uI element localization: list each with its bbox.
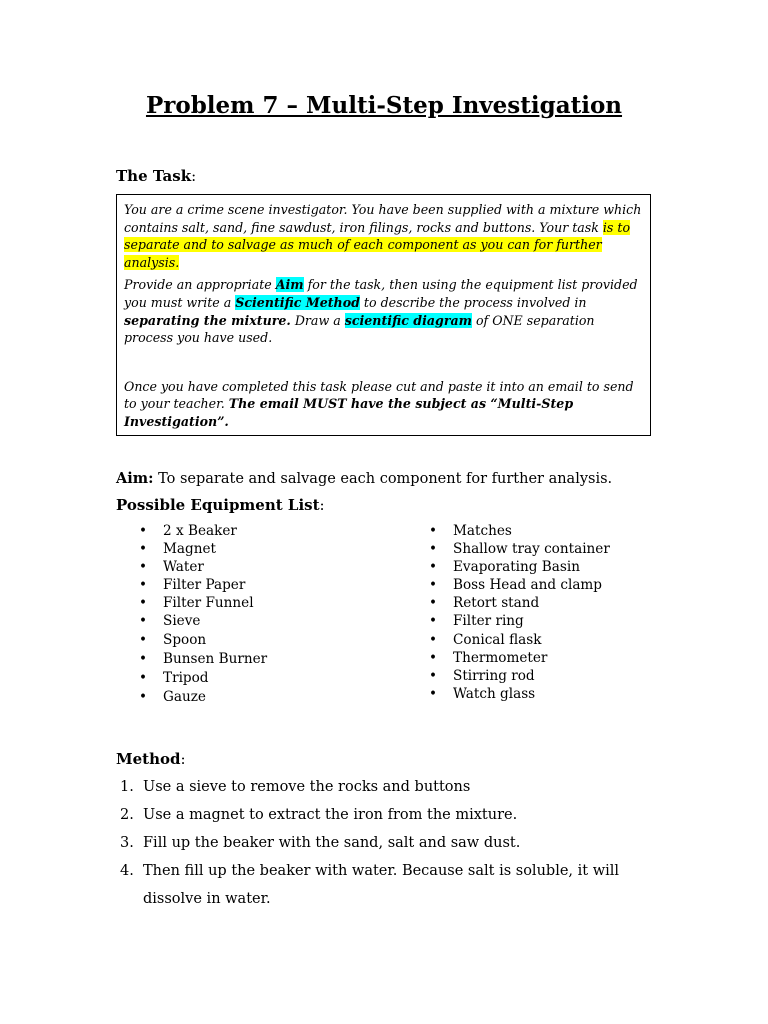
equipment-item: Boss Head and clamp [453, 577, 603, 594]
step-text: Use a sieve to remove the rocks and buttons [143, 779, 471, 795]
equipment-item: Conical flask [453, 631, 542, 648]
equipment-item: Matches [453, 523, 512, 539]
bullet: • [139, 577, 148, 594]
equipment-item: Water [163, 559, 204, 576]
list-item [139, 558, 267, 576]
list-item [139, 669, 267, 688]
equipment-item: Thermometer [453, 649, 548, 666]
task-paragraph-3 [124, 378, 642, 431]
equipment-item: Evaporating Basin [453, 559, 580, 576]
task-p2-e: of ONE separation process you have used. [124, 312, 595, 346]
bullet: • [429, 649, 438, 666]
list-item [139, 594, 267, 612]
equipment-heading-colon: : [319, 496, 325, 514]
list-item [429, 631, 610, 649]
task-p1-highlight: is to separate and to salvage as much of each component as you can for further analysis. [124, 219, 631, 270]
equipment-item: Retort stand [453, 595, 540, 612]
equipment-item: Sieve [163, 613, 201, 630]
bullet: • [139, 631, 148, 648]
equipment-heading [116, 496, 325, 514]
equipment-list-right [429, 522, 610, 703]
method-steps [116, 773, 676, 913]
list-item [139, 650, 267, 669]
list-item [429, 558, 610, 576]
task-heading [116, 167, 196, 185]
list-item [429, 667, 610, 685]
list-item [139, 576, 267, 594]
task-paragraph-1 [124, 201, 642, 271]
method-heading-label: Method [116, 750, 181, 768]
equipment-list-left [139, 522, 267, 707]
step-text: Use a magnet to extract the iron from the mixture. [143, 807, 518, 823]
method-step [116, 829, 676, 857]
aim-line [116, 470, 612, 487]
equipment-heading-label: Possible Equipment List [116, 496, 320, 514]
list-item [429, 594, 610, 612]
bullet: • [139, 650, 148, 667]
step-number: 2. [120, 807, 134, 823]
scientific-diagram-highlight: scientific diagram [344, 312, 472, 328]
equipment-item: Filter Paper [163, 577, 246, 594]
task-p2-c: to describe the process involved in [359, 294, 587, 310]
equipment-item: Spoon [163, 631, 207, 648]
method-heading-colon: : [180, 750, 186, 768]
list-item [139, 612, 267, 630]
task-heading-colon: : [191, 167, 197, 185]
bullet: • [429, 595, 438, 612]
bullet: • [429, 613, 438, 630]
task-p2-d: Draw a [290, 312, 345, 328]
equipment-item: Filter ring [453, 613, 524, 630]
bullet: • [139, 541, 148, 558]
bullet: • [139, 523, 148, 539]
bullet: • [139, 595, 148, 612]
list-item [139, 631, 267, 650]
aim-label: Aim: [116, 470, 154, 487]
step-text: Fill up the beaker with the sand, salt and saw dust. [143, 835, 521, 851]
step-number: 4. [120, 863, 134, 879]
list-item [429, 649, 610, 667]
bullet: • [429, 559, 438, 576]
equipment-item: Watch glass [453, 685, 536, 702]
list-item [429, 522, 610, 540]
list-item [429, 540, 610, 558]
method-step [116, 857, 653, 913]
bullet: • [429, 631, 438, 648]
method-step [116, 801, 676, 829]
step-number: 1. [120, 779, 134, 795]
bullet: • [139, 559, 148, 576]
task-box [116, 194, 651, 436]
equipment-item: 2 x Beaker [163, 523, 237, 539]
scientific-method-highlight: Scientific Method [235, 294, 360, 310]
equipment-item: Magnet [163, 541, 216, 558]
bullet: • [429, 667, 438, 684]
equipment-item: Gauze [163, 688, 206, 705]
equipment-item: Bunsen Burner [163, 650, 268, 667]
bullet: • [139, 688, 148, 705]
task-heading-label: The Task [116, 167, 192, 185]
task-paragraph-2 [124, 276, 642, 346]
bullet: • [429, 577, 438, 594]
bullet: • [139, 669, 148, 686]
equipment-item: Shallow tray container [453, 541, 610, 558]
list-item [139, 540, 267, 558]
bullet: • [429, 523, 438, 539]
equipment-item: Tripod [163, 669, 209, 686]
step-number: 3. [120, 835, 134, 851]
step-text: Then fill up the beaker with water. Because salt is soluble, it will dissolve in water. [143, 863, 620, 907]
equipment-item: Stirring rod [453, 667, 535, 684]
task-p2-bold: separating the mixture. [124, 312, 291, 328]
task-p3-bold: The email MUST have the subject as “Multi-Step Investigation”. [124, 396, 574, 429]
task-p1-text: You are a crime scene investigator. You have been supplied with a mixture which contains salt, sand, fine sawdust, iron filings, rocks and buttons. Your task [124, 202, 642, 235]
aim-text: To separate and salvage each component for further analysis. [153, 471, 613, 487]
equipment-item: Filter Funnel [163, 595, 254, 612]
bullet: • [429, 541, 438, 558]
page-title: Problem 7 – Multi-Step Investigation [145, 92, 623, 119]
bullet: • [139, 613, 148, 630]
list-item [139, 688, 267, 707]
aim-highlight: Aim [275, 277, 304, 293]
method-heading [116, 750, 186, 768]
task-p2-a: Provide an appropriate [124, 277, 276, 293]
method-step [116, 773, 676, 801]
list-item [429, 612, 610, 630]
list-item [139, 522, 267, 540]
task-p2-b: for the task, then using the equipment list provided you must write a [124, 277, 638, 310]
bullet: • [429, 685, 438, 702]
task-p3-a: Once you have completed this task please cut and paste it into an email to send to your teacher. [124, 378, 634, 412]
list-item [429, 576, 610, 594]
list-item [429, 685, 610, 703]
